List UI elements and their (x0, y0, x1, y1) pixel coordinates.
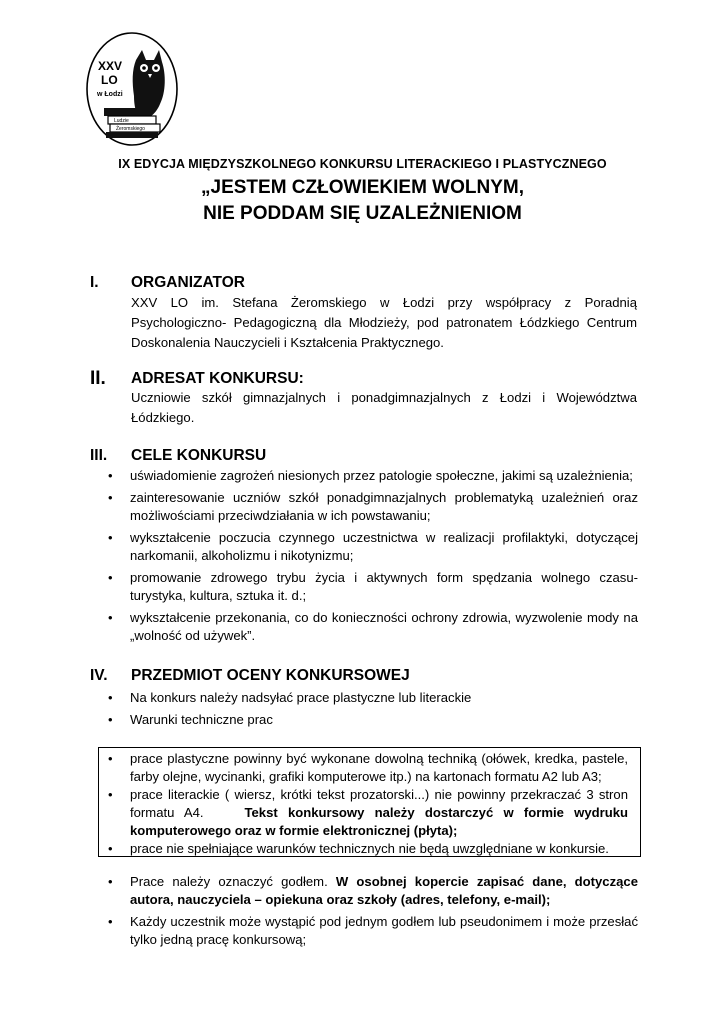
list-item: • Każdy uczestnik może wystąpić pod jednym godłem lub pseudonimem i może przesłać tylko jedną pracę konkursową; (108, 913, 638, 949)
list-item-text: Prace należy oznaczyć godłem. (130, 874, 328, 889)
section-4-number: IV. (90, 667, 108, 684)
list-item-text: prace literackie ( wiersz, krótki tekst prozatorski...) nie powinny przekraczać 3 stron formatu A4. (130, 787, 628, 820)
list-item (108, 873, 638, 909)
section-2-text: Uczniowie szkół gimnazjalnych i ponadgimnazjalnych z Łodzi i Województwa Łódzkiego. (131, 390, 637, 425)
section-2-heading: ADRESAT KONKURSU: (131, 370, 304, 387)
competition-title-line2: NIE PODDAM SIĘ UZALEŻNIENIOM (203, 203, 522, 224)
section-1-text: XXV LO im. Stefana Żeromskiego w Łodzi przy współpracy z Poradnią Psychologiczno- Pedagogiczną dla Młodzieży, pod patronatem Łódzkiego Centrum Doskonalenia Nauczycieli i Kształcenia Praktycznego. (131, 295, 637, 350)
list-item: • uświadomienie zagrożeń niesionych przez patologie społeczne, jakimi są uzależnienia; (108, 467, 638, 485)
logo-text-xxv: XXV (98, 59, 123, 73)
list-item-bold-text: Tekst konkursowy należy dostarczyć w formie wydruku komputerowego oraz w formie elektronicznej (płyta); (130, 805, 628, 838)
section-1-number: I. (90, 274, 99, 291)
list-item-bold-text: W osobnej kopercie zapisać dane, dotyczące autora, nauczyciela – opiekuna oraz szkoły (adres, telefony, e-mail); (130, 874, 638, 907)
goals-list (108, 467, 638, 649)
submission-list (108, 873, 638, 953)
list-item: • zainteresowanie uczniów szkół ponadgimnazjalnych problematyką uzależnień oraz możliwościami przeciwdziałania w ich powstawaniu; (108, 489, 638, 525)
section-4-heading: PRZEDMIOT OCENY KONKURSOWEJ (131, 667, 410, 684)
book-label-2: Żeromskiego (116, 126, 145, 132)
section-1-heading: ORGANIZATOR (131, 274, 245, 291)
list-item: • Na konkurs należy nadsyłać prace plastyczne lub literackie (108, 689, 638, 707)
list-item (108, 786, 628, 840)
section-2-number: II. (90, 368, 106, 389)
competition-subtitle: IX EDYCJA MIĘDZYSZKOLNEGO KONKURSU LITERACKIEGO I PLASTYCZNEGO (118, 157, 607, 171)
book-label-1: Ludzie (114, 118, 129, 124)
evaluation-list (108, 689, 638, 733)
list-item: • prace plastyczne powinny być wykonane dowolną techniką (ołówek, kredka, pastele, farby olejne, wycinanki, grafiki komputerowe itp.) na kartonach formatu A2 lub A3; (108, 750, 628, 786)
section-3-heading: CELE KONKURSU (131, 447, 267, 464)
logo-text-city: w Łodzi (97, 91, 123, 98)
list-item: • wykształcenie przekonania, co do konieczności ochrony zdrowia, wyzwolenie mody na „wolność od używek”. (108, 609, 638, 645)
competition-title-line1: „JESTEM CZŁOWIEKIEM WOLNYM, (201, 177, 524, 198)
list-item: • prace nie spełniające warunków technicznych nie będą uwzględniane w konkursie. (108, 840, 628, 858)
list-item: • wykształcenie poczucia czynnego uczestnictwa w realizacji profilaktyki, dotyczącej narkomanii, alkoholizmu i nikotynizmu; (108, 529, 638, 565)
owl-on-books-icon (84, 30, 180, 148)
school-logo (84, 30, 180, 148)
logo-text-lo: LO (101, 73, 118, 87)
list-item: • Warunki techniczne prac (108, 711, 638, 729)
technical-requirements-box (98, 747, 641, 857)
list-item: • promowanie zdrowego trybu życia i aktywnych form spędzania wolnego czasu- turystyka, kultura, sztuka it. d.; (108, 569, 638, 605)
section-3-number: III. (90, 447, 108, 464)
technical-requirements-list (108, 750, 628, 858)
